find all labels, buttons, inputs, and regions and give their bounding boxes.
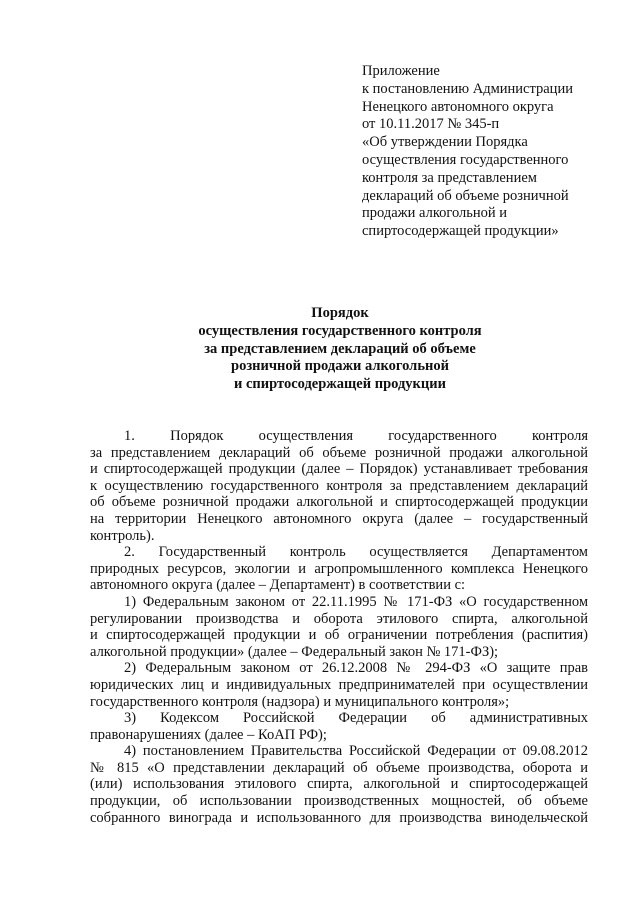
list-item-2-line: 2) Федеральным законом от 26.12.2008 № 294-ФЗ «О защите прав: [124, 660, 588, 677]
appendix-block: [362, 63, 602, 241]
title-line: Порядок: [311, 305, 369, 321]
list-item-4-line: (или) использования этилового спирта, алкогольной и спиртосодержащей: [90, 776, 588, 793]
list-item-1-line: регулировании производства и оборота этилового спирта, алкогольной: [90, 610, 588, 627]
list-item-3-line: 3) Кодексом Российской Федерации об административных: [124, 710, 588, 727]
appendix-line: продажи алкогольной и: [362, 205, 508, 222]
appendix-line: контроля за представлением: [362, 169, 537, 186]
appendix-line: к постановлению Администрации: [362, 80, 573, 97]
list-item-4-line: 4) постановлением Правительства Российской Федерации от 09.08.2012: [124, 743, 588, 760]
paragraph-1-line: на территории Ненецкого автономного округа (далее – государственный: [90, 510, 588, 527]
title-line: за представлением деклараций об объеме: [204, 340, 476, 357]
list-item-1-line: и спиртосодержащей продукции и об ограничении потребления (распития): [90, 627, 588, 644]
list-item-4-line: продукции, об использовании производственных мощностей, об объеме: [90, 793, 588, 810]
title-line: осуществления государственного контроля: [198, 322, 482, 339]
document-body: [90, 428, 588, 826]
paragraph-1-line: 1. Порядок осуществления государственного контроля: [124, 428, 588, 444]
list-item-1-line: алкогольной продукции» (далее – Федеральный закон № 171-ФЗ);: [90, 643, 499, 660]
appendix-line: Ненецкого автономного округа: [362, 98, 554, 115]
list-item-1-line: 1) Федеральным законом от 22.11.1995 № 171-ФЗ «О государственном: [124, 593, 588, 610]
list-item-3-line: правонарушениях (далее – КоАП РФ);: [90, 726, 327, 743]
appendix-line: осуществления государственного: [362, 151, 569, 168]
list-item-2-line: государственного контроля (надзора) и муниципального контроля»;: [90, 693, 510, 710]
document-title: [90, 305, 590, 394]
list-item-4-line: собранного винограда и использованного для производства винодельческой: [90, 809, 588, 826]
paragraph-1-line: об объеме розничной продажи алкогольной и спиртосодержащей продукции: [90, 494, 588, 511]
paragraph-2-line: 2. Государственный контроль осуществляется Департаментом: [124, 544, 588, 561]
paragraph-1-line: и спиртосодержащей продукции (далее – Порядок) устанавливает требования: [90, 461, 588, 478]
paragraph-1-line: к осуществлению государственного контроля за представлением деклараций: [90, 477, 588, 494]
paragraph-2-line: автономного округа (далее – Департамент) в соответствии с:: [90, 577, 466, 594]
paragraph-2-line: природных ресурсов, экологии и агропромышленного комплекса Ненецкого: [90, 560, 588, 577]
paragraph-1-line: за представлением деклараций об объеме розничной продажи алкогольной: [90, 444, 588, 461]
list-item-4-line: № 815 «О представлении деклараций об объеме производства, оборота и: [90, 759, 588, 776]
appendix-line: спиртосодержащей продукции»: [362, 223, 559, 240]
appendix-line: «Об утверждении Порядка: [362, 134, 528, 151]
paragraph-1-line: контроль).: [90, 527, 155, 544]
appendix-line: Приложение: [362, 63, 440, 79]
appendix-line: от 10.11.2017 № 345-п: [362, 116, 500, 133]
title-line: и спиртосодержащей продукции: [234, 376, 446, 393]
list-item-2-line: юридических лиц и индивидуальных предпринимателей при осуществлении: [90, 676, 588, 693]
title-line: розничной продажи алкогольной: [231, 358, 449, 375]
appendix-line: деклараций об объеме розничной: [362, 187, 569, 204]
